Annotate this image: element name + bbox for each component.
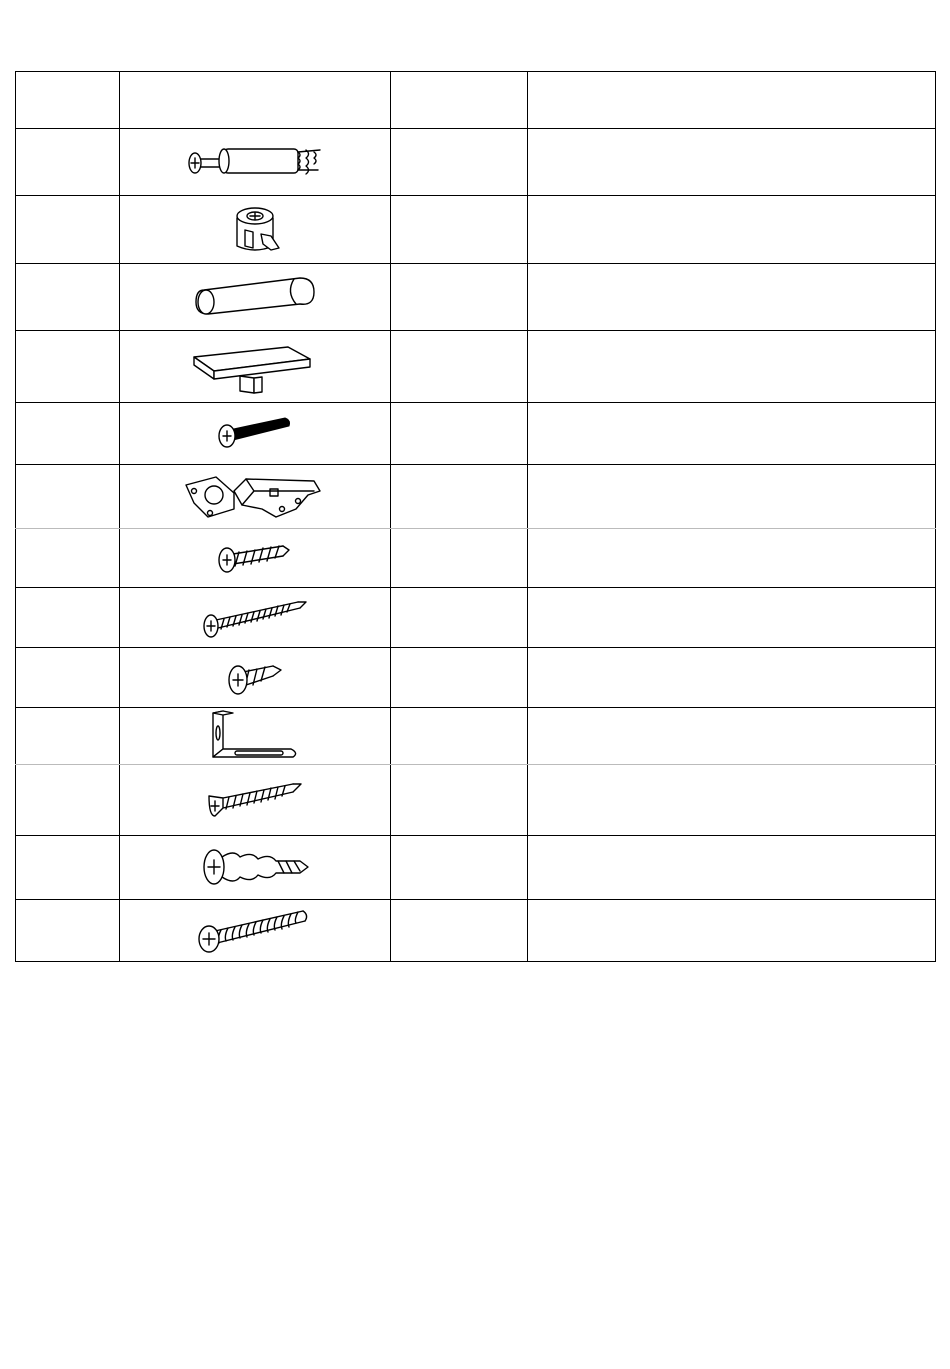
cam-bolt-icon — [180, 132, 330, 192]
table-cell — [120, 900, 391, 962]
table-cell — [120, 331, 391, 403]
table-cell — [391, 403, 528, 465]
table-cell — [528, 465, 936, 529]
table-cell — [528, 129, 936, 196]
table-row — [16, 708, 936, 765]
table-cell — [16, 129, 120, 196]
table-cell — [120, 264, 391, 331]
table-cell — [120, 196, 391, 264]
table-row — [16, 403, 936, 465]
table-cell — [528, 765, 936, 836]
table-cell — [120, 529, 391, 588]
table-cell — [528, 588, 936, 648]
header-cell — [391, 72, 528, 129]
table-cell — [391, 900, 528, 962]
table-cell — [16, 648, 120, 708]
table-row — [16, 836, 936, 900]
table-cell — [120, 648, 391, 708]
angle-bracket-icon — [205, 709, 305, 763]
table-cell — [16, 836, 120, 900]
table-cell — [528, 264, 936, 331]
table-row — [16, 648, 936, 708]
table-cell — [528, 403, 936, 465]
stubby-screw-icon — [225, 654, 285, 702]
table-cell — [120, 403, 391, 465]
table-cell — [16, 196, 120, 264]
table-cell — [391, 264, 528, 331]
long-wood-screw-icon — [200, 594, 310, 642]
cabinet-hinge-icon — [180, 469, 330, 525]
table-cell — [528, 708, 936, 765]
table-cell — [528, 836, 936, 900]
table-cell — [391, 529, 528, 588]
table-cell — [528, 900, 936, 962]
table-cell — [391, 129, 528, 196]
table-cell — [391, 765, 528, 836]
table-cell — [16, 900, 120, 962]
table-row — [16, 529, 936, 588]
table-cell — [120, 836, 391, 900]
table-cell — [391, 465, 528, 529]
countersunk-screw-icon — [205, 776, 305, 824]
table-cell — [391, 331, 528, 403]
table-cell — [16, 708, 120, 765]
header-cell — [528, 72, 936, 129]
table-cell — [528, 196, 936, 264]
table-cell — [16, 529, 120, 588]
table-cell — [120, 708, 391, 765]
table-cell — [120, 588, 391, 648]
table-cell — [16, 264, 120, 331]
table-cell — [528, 331, 936, 403]
table-cell — [120, 129, 391, 196]
table-row — [16, 465, 936, 529]
table-cell — [391, 648, 528, 708]
short-wood-screw-icon — [215, 536, 295, 580]
wooden-dowel-icon — [190, 272, 320, 322]
parts-table — [15, 71, 936, 962]
table-cell — [16, 765, 120, 836]
table-cell — [528, 648, 936, 708]
table-cell — [16, 331, 120, 403]
drywall-anchor-icon — [200, 843, 310, 893]
table-cell — [120, 765, 391, 836]
table-row — [16, 765, 936, 836]
table-row — [16, 264, 936, 331]
table-cell — [391, 588, 528, 648]
table-row — [16, 331, 936, 403]
table-row — [16, 129, 936, 196]
adhesive-pad-icon — [190, 335, 320, 399]
table-cell — [391, 196, 528, 264]
header-cell — [120, 72, 391, 129]
table-cell — [16, 403, 120, 465]
machine-screw-icon — [215, 412, 295, 456]
table-row — [16, 588, 936, 648]
table-cell — [16, 465, 120, 529]
table-cell — [120, 465, 391, 529]
table-cell — [391, 708, 528, 765]
table-cell — [16, 588, 120, 648]
table-row — [16, 900, 936, 962]
pan-head-screw-icon — [195, 903, 315, 959]
header-row — [16, 72, 936, 129]
cam-lock-nut-icon — [225, 200, 285, 260]
table-cell — [528, 529, 936, 588]
table-cell — [391, 836, 528, 900]
table-row — [16, 196, 936, 264]
header-cell — [16, 72, 120, 129]
